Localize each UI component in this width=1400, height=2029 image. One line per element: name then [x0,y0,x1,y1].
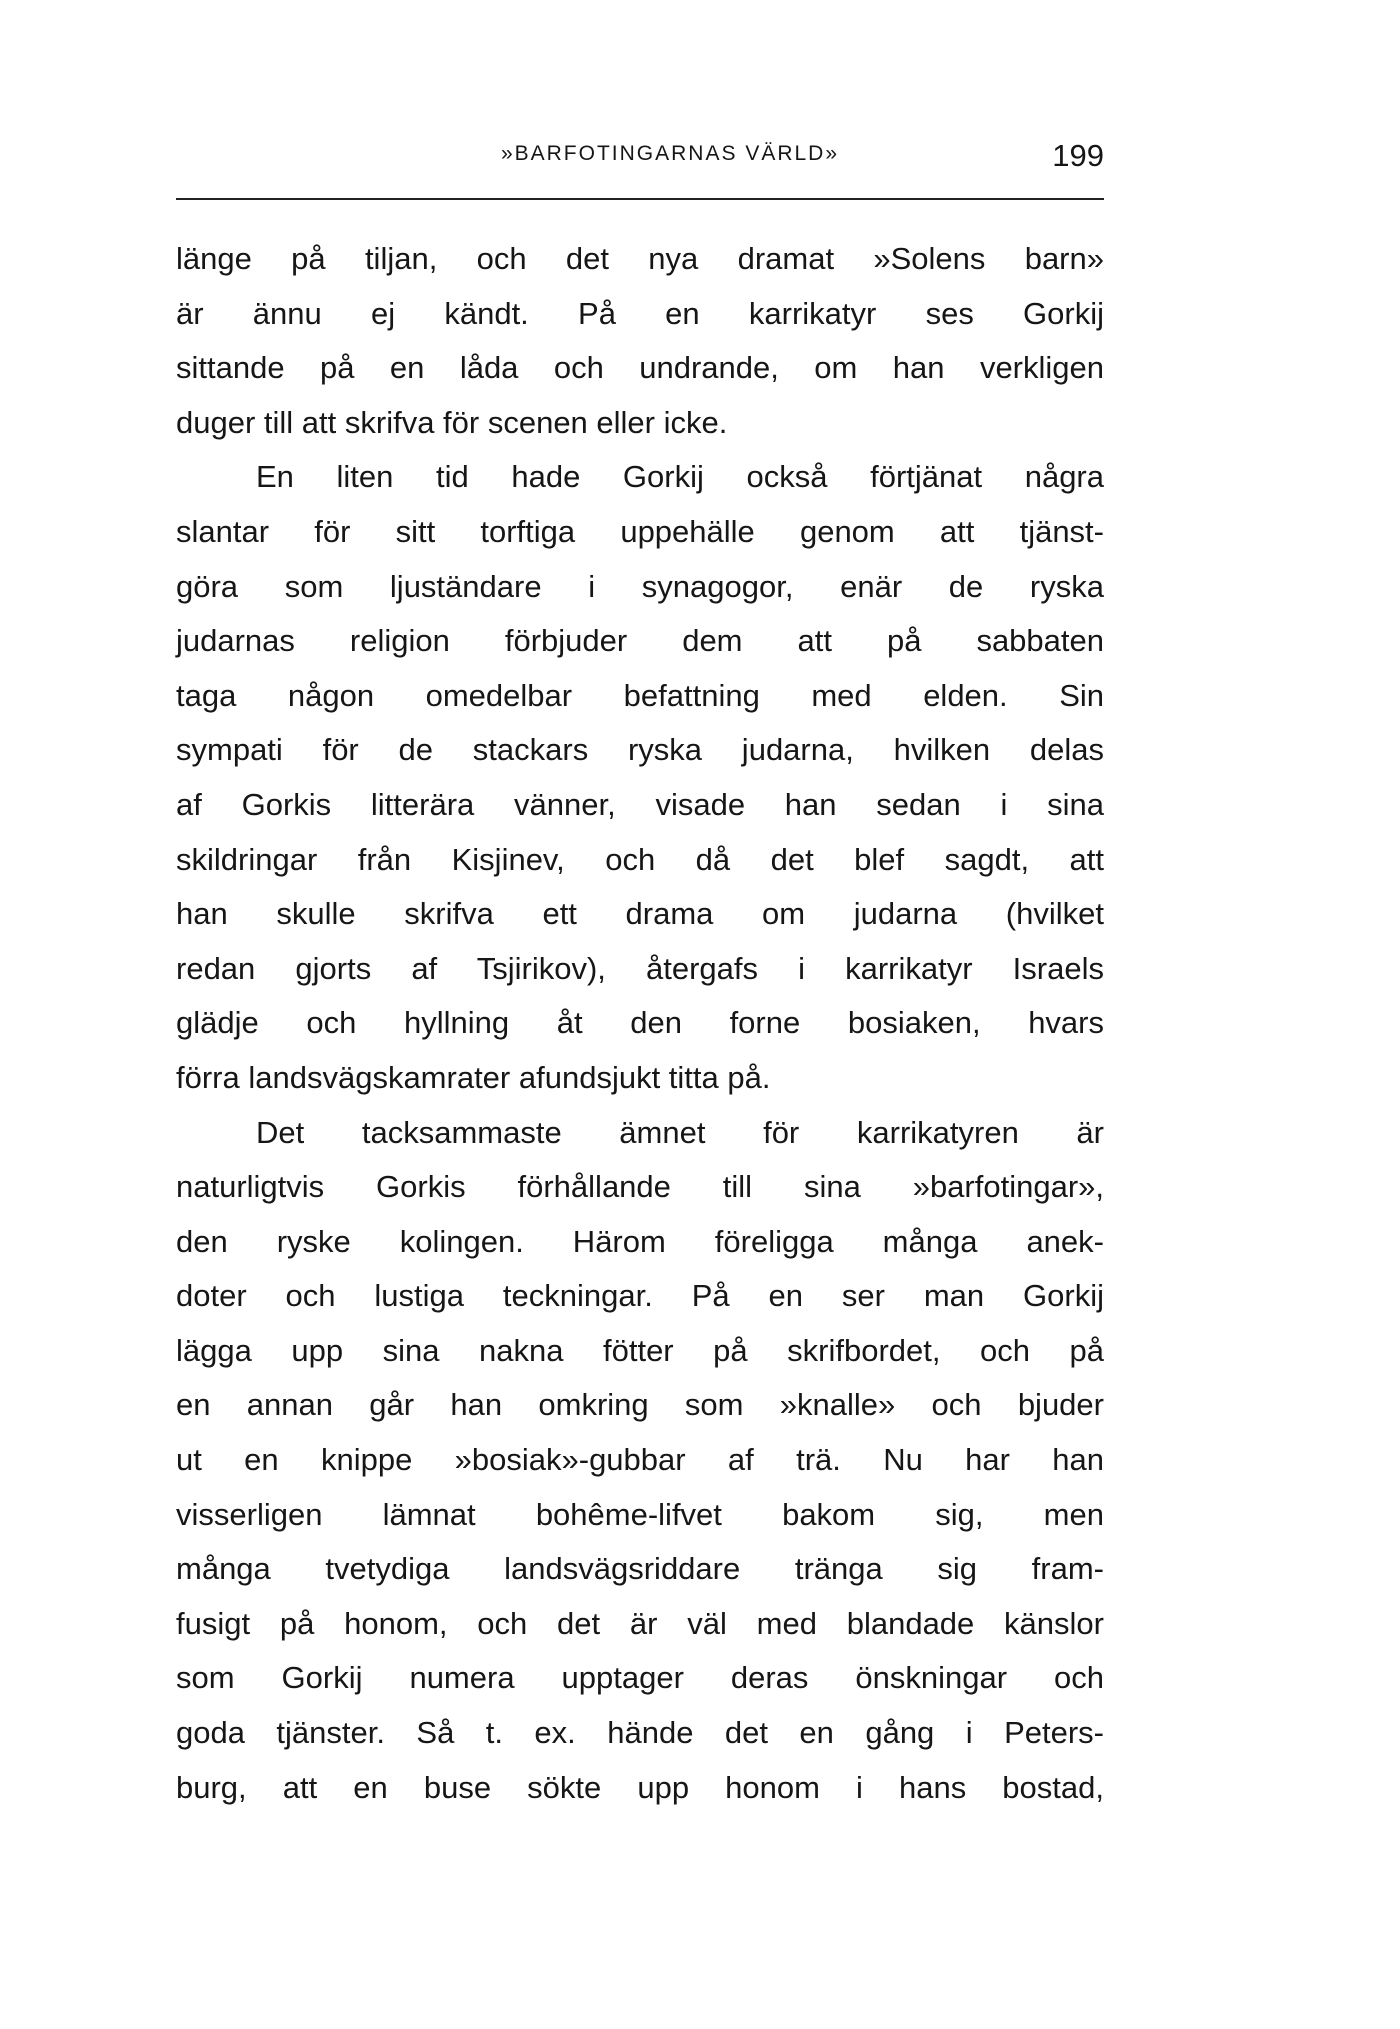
text-line: han skulle skrifva ett drama om judarna (hvilket [176,896,1104,932]
running-head [176,138,1104,178]
text-line: är ännu ej kändt. På en karrikatyr ses Gorkij [176,295,1104,331]
text-line: länge på tiljan, och det nya dramat »Solens barn» [176,241,1104,276]
text-line: goda tjänster. Så t. ex. hände det en gång i Peters- [176,1715,1104,1751]
body-text [176,232,1104,1815]
text-line: som Gorkij numera upptager deras önskningar och [176,1660,1104,1696]
text-line: många tvetydiga landsvägsriddare tränga sig fram- [176,1551,1104,1587]
text-line: af Gorkis litterära vänner, visade han sedan i sina [176,786,1104,822]
text-line: slantar för sitt torftiga uppehälle genom att tjänst- [176,513,1104,549]
header-rule [176,198,1104,200]
text-line: sittande på en låda och undrande, om han verkligen [176,350,1104,386]
text-line: en annan går han omkring som »knalle» och bjuder [176,1387,1104,1423]
text-line: förra landsvägskamrater afundsjukt titta på. [176,1059,771,1095]
page-number: 199 [1052,138,1104,173]
text-line: lägga upp sina nakna fötter på skrifbordet, och på [176,1332,1104,1368]
text-line: sympati för de stackars ryska judarna, hvilken delas [176,732,1104,768]
text-line: ut en knippe »bosiak»-gubbar af trä. Nu har han [176,1442,1104,1478]
text-line: duger till att skrifva för scenen eller icke. [176,404,728,440]
text-line: doter och lustiga teckningar. På en ser man Gorkij [176,1278,1104,1314]
text-line: göra som ljuständare i synagogor, enär de ryska [176,568,1104,604]
text-line: naturligtvis Gorkis förhållande till sina »barfotingar», [176,1169,1104,1205]
running-title: »BARFOTINGARNAS VÄRLD» [500,142,840,165]
text-line: den ryske kolingen. Härom föreligga många anek- [176,1223,1104,1259]
text-line: En liten tid hade Gorkij också förtjänat några [256,459,1104,495]
text-line: fusigt på honom, och det är väl med blandade känslor [176,1605,1104,1641]
text-line: burg, att en buse sökte upp honom i hans bostad, [176,1769,1104,1805]
text-line: redan gjorts af Tsjirikov), återgafs i karrikatyr Israels [176,950,1104,986]
text-line: taga någon omedelbar befattning med elden. Sin [176,677,1104,713]
text-line: visserligen lämnat bohême-lifvet bakom sig, men [176,1496,1104,1532]
text-line: glädje och hyllning åt den forne bosiaken, hvars [176,1005,1104,1041]
text-line: Det tacksammaste ämnet för karrikatyren är [256,1114,1104,1150]
text-line: skildringar från Kisjinev, och då det blef sagdt, att [176,841,1104,877]
text-line: judarnas religion förbjuder dem att på sabbaten [176,623,1104,659]
